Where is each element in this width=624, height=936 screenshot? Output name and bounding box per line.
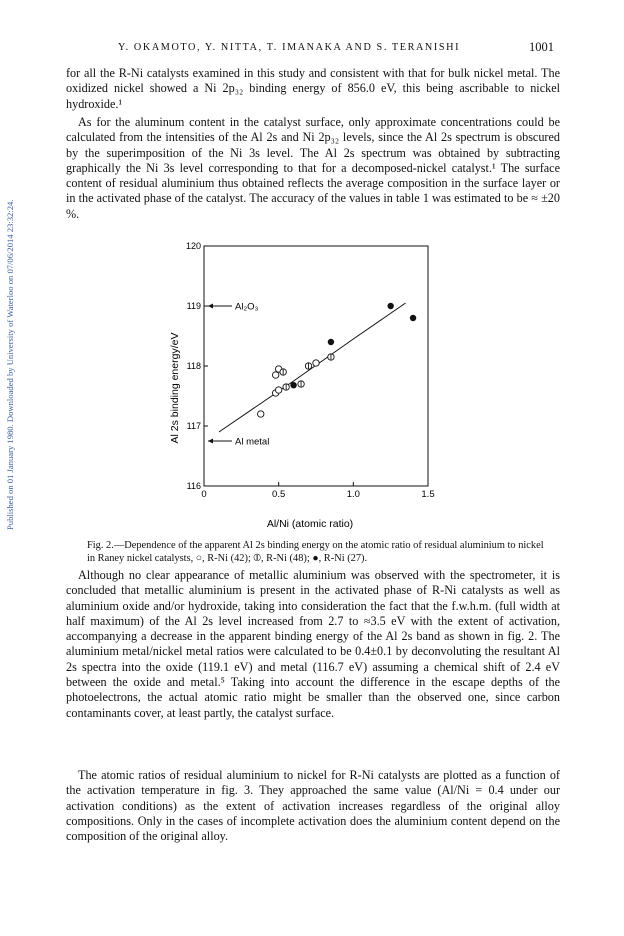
data-point-half	[305, 363, 311, 369]
data-point-half	[283, 384, 289, 390]
paragraph-1: for all the R-Ni catalysts examined in this study and consistent with that for bulk nickel metal. The oxidized nickel showed a Ni 2p₃₂ binding energy of 856.0 eV, this being ascribable to nickel hydroxide.¹	[66, 66, 560, 111]
data-point-open	[272, 372, 278, 378]
data-point-half	[280, 369, 286, 375]
x-tick-label: 1.0	[346, 489, 360, 500]
trend-line	[219, 303, 406, 432]
paragraph-3: Although no clear appearance of metallic aluminium was observed with the spectrometer, it is concluded that metallic aluminium is present in the activated phase of R-Ni catalysts as well as aluminium oxide and/or hydroxide, taking into consideration the fact that the f.w.h.m. (full width at half maximum) of the Al 2s level increased from 2.7 to ≈3.5 eV with the extent of activation, accompanying a decrease in the apparent binding energy of the Al 2s band as shown in fig. 2. The aluminium metal/nickel metal ratios were calculated to be 0.4±0.1 by deconvoluting the resultant Al 2s spectra into the oxide (119.1 eV) and metal (116.7 eV) assuming a chemical shift of 2.4 eV between the oxide and metal.⁵ Taking into account the difference in the escape depths of the photoelectrons, the actual atomic ratio might be smaller than the observed one, since carbon contaminants cover, at least partly, the catalyst surface.	[66, 568, 560, 720]
data-point-filled	[410, 315, 416, 321]
y-tick-label: 120	[185, 241, 201, 251]
download-watermark	[3, 10, 17, 530]
paragraph-4: The atomic ratios of residual aluminium to nickel for R-Ni catalysts are plotted as a function of the activation temperature in fig. 3. They approached the same value (Al/Ni = 0.4 under our activation conditions) as the extent of activation increases regardless of the original alloy compositions. Only in the cases of incomplete activation does the aluminium content depend on the composition of the original alloy.	[66, 768, 560, 844]
annotation-label: Al₂O₃	[235, 301, 259, 313]
chart-svg	[160, 238, 460, 538]
data-point-open	[275, 387, 281, 393]
y-tick-label: 117	[186, 421, 201, 431]
caption-label: Fig. 2.	[87, 540, 114, 551]
running-header	[60, 40, 560, 56]
y-tick-label: 116	[186, 481, 201, 491]
data-point-half	[328, 354, 334, 360]
data-point-open	[258, 411, 264, 417]
y-tick-label: 119	[186, 301, 201, 311]
x-tick-label: 0.5	[272, 489, 286, 500]
header-authors: Y. OKAMOTO, Y. NITTA, T. IMANAKA AND S. TERANISHI	[118, 42, 461, 53]
y-axis-label: Al 2s binding energy/eV	[169, 332, 181, 444]
annotation-arrowhead	[208, 304, 213, 309]
figure-2-chart	[160, 238, 460, 538]
data-point-filled	[290, 382, 296, 388]
x-tick-label: 1.5	[421, 489, 435, 500]
y-tick-label: 118	[186, 361, 201, 371]
paragraph-2: As for the aluminum content in the catalyst surface, only approximate concentrations could be calculated from the intensities of the Al 2s and Ni 2p₃₂ levels, since the Al 2s spectrum is obscured by the superimposition of the Ni 3s level. The Al 2s spectrum was obtained by subtracting graphically the Ni 3s level corresponding to that for a decomposed-nickel catalyst.¹ The surface content of residual aluminium thus obtained reflects the average composition in the surface layer or in the activated phase of the catalyst. The accuracy of the values in table 1 was estimated to be ≈ ±20 %.	[66, 115, 560, 221]
x-axis-label: Al/Ni (atomic ratio)	[266, 518, 354, 530]
annotation-arrowhead	[208, 439, 213, 444]
data-point-open	[313, 360, 319, 366]
data-point-filled	[328, 339, 334, 345]
figure-caption	[87, 540, 547, 565]
x-tick-label: 0	[201, 489, 207, 500]
data-point-half	[298, 381, 304, 387]
page-number: 1001	[529, 40, 554, 54]
annotation-label: Al metal	[235, 436, 270, 448]
download-watermark-text: Published on 01 January 1980. Downloaded by University of Waterloo on 07/06/2014 23:32:24.	[5, 199, 15, 530]
data-point-filled	[387, 303, 393, 309]
caption-text: —Dependence of the apparent Al 2s binding energy on the atomic ratio of residual aluminium to nickel in Raney nickel catalysts, ○, R-Ni (42); ⦶, R-Ni (48); ●, R-Ni (27).	[87, 540, 544, 564]
